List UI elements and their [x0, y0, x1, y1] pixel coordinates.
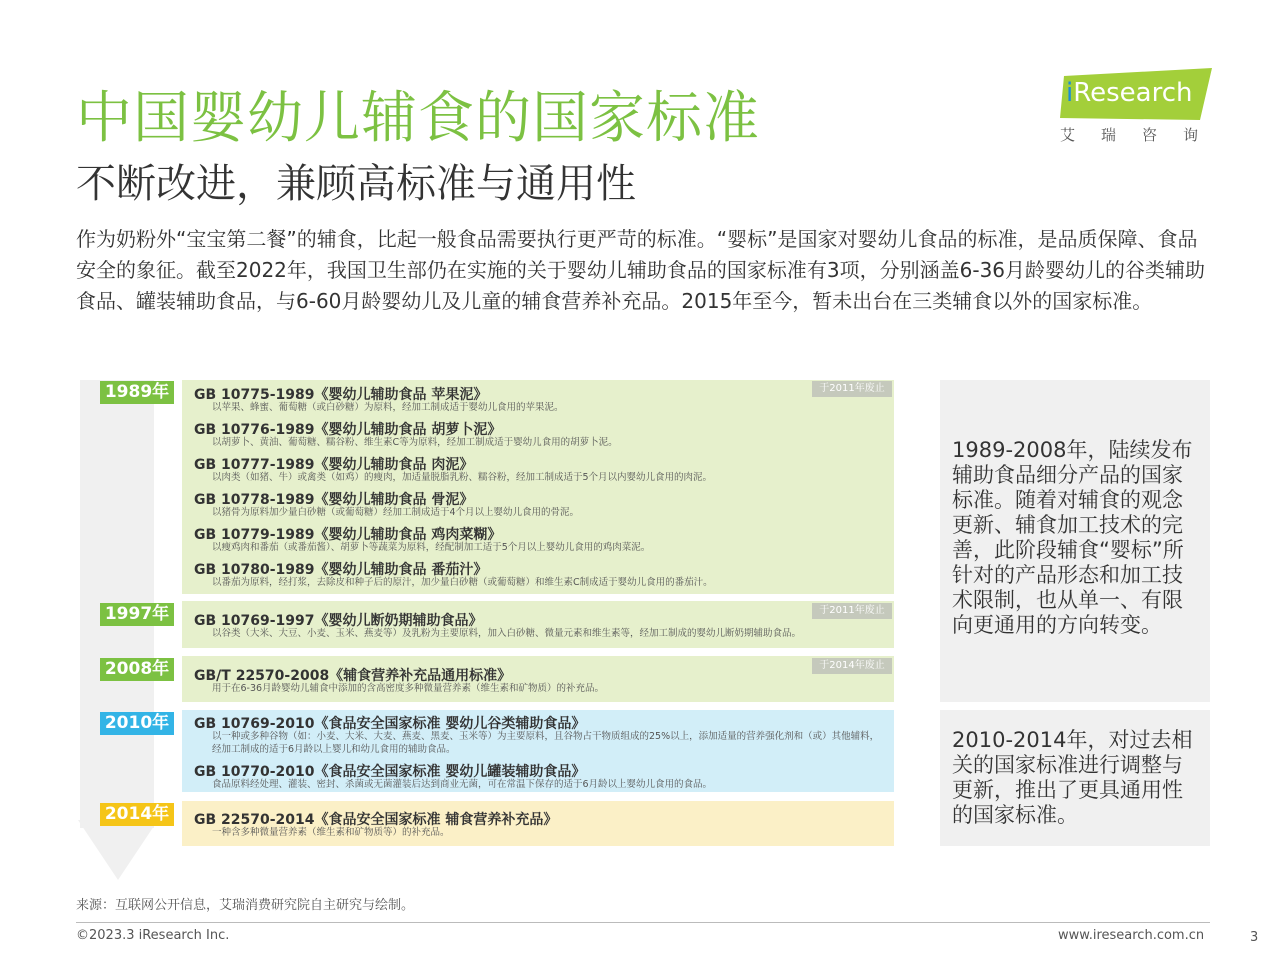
standard-title: GB 10769-2010《食品安全国家标准 婴幼儿谷类辅助食品》	[194, 716, 586, 732]
standard-description: 以猪骨为原料加少量白砂糖（或葡萄糖）经加工制成适于4个月以上婴幼儿食用的骨泥。	[212, 507, 580, 518]
standard-title: GB 10777-1989《婴幼儿辅助食品 肉泥》	[194, 457, 474, 473]
side-note-text: 1989-2008年，陆续发布辅助食品细分产品的国家标准。随着对辅食的观念更新、辅食加工技术的完善，此阶段辅食“婴标”所针对的产品形态和加工技术限制，也从单一、有限向更通用的方向转变。	[952, 438, 1193, 637]
page-number: 3	[1250, 930, 1259, 945]
footer-divider	[76, 922, 1210, 923]
standard-description: 食品原料经处理、灌装、密封、杀菌或无菌灌装后达到商业无菌，可在常温下保存的适于6月龄以上婴幼儿食用的食品。	[212, 779, 713, 790]
page-subtitle: 不断改进，兼顾高标准与通用性	[76, 161, 636, 207]
standard-title: GB 10779-1989《婴幼儿辅助食品 鸡肉菜糊》	[194, 527, 502, 543]
standard-description: 以谷类（大米、大豆、小麦、玉米、燕麦等）及乳粉为主要原料，加入白砂糖、微量元素和维生素等，经加工制成的婴幼儿断奶期辅助食品。	[212, 628, 802, 639]
side-note-text: 2010-2014年，对过去相关的国家标准进行调整与更新，推出了更具通用性的国家标准。	[952, 728, 1193, 827]
standard-description: 用于在6-36月龄婴幼儿辅食中添加的含高密度多种微量营养素（维生素和矿物质）的补充品。	[212, 683, 605, 694]
standard-title: GB/T 22570-2008《辅食营养补充品通用标准》	[194, 668, 512, 684]
page-title: 中国婴幼儿辅食的国家标准	[76, 86, 760, 151]
standard-title: GB 10776-1989《婴幼儿辅助食品 胡萝卜泥》	[194, 422, 502, 438]
year-label-1997: 1997年	[100, 603, 174, 626]
standard-title: GB 10769-1997《婴幼儿断奶期辅助食品》	[194, 613, 483, 629]
standard-title: GB 10770-2010《食品安全国家标准 婴幼儿罐装辅助食品》	[194, 764, 586, 780]
logo-wordmark: iResearch	[1066, 78, 1193, 108]
standard-description: 一种含多种微量营养素（维生素和矿物质等）的补充品。	[212, 827, 450, 838]
year-label-2010: 2010年	[100, 712, 174, 735]
iresearch-logo	[1060, 68, 1225, 148]
standard-title: GB 10780-1989《婴幼儿辅助食品 番茄汁》	[194, 562, 488, 578]
website-link[interactable]: www.iresearch.com.cn	[1058, 928, 1205, 943]
standard-description: 以瘦鸡肉和番茄（或番茄酱）、胡萝卜等蔬菜为原料，经配制加工适于5个月以上婴幼儿食用的鸡肉菜泥。	[212, 542, 651, 553]
abolished-tag: 于2011年废止	[812, 603, 892, 619]
intro-paragraph: 作为奶粉外“宝宝第二餐”的辅食，比起一般食品需要执行更严苛的标准。“婴标”是国家对婴幼儿食品的标准，是品质保障、食品安全的象征。截至2022年，我国卫生部仍在实施的关于婴幼儿辅助食品的国家标准有3项，分别涵盖6-36月龄婴幼儿的谷类辅助食品、罐装辅助食品，与6-60月龄婴幼儿及儿童的辅食营养补充品。2015年至今，暂未出台在三类辅食以外的国家标准。	[76, 227, 1206, 313]
logo-chinese-name: 艾瑞咨询	[1060, 126, 1225, 144]
side-note-box	[940, 380, 1210, 702]
standard-title: GB 22570-2014《食品安全国家标准 辅食营养补充品》	[194, 812, 558, 828]
standard-description: 以苹果、蜂蜜、葡萄糖（或白砂糖）为原料，经加工制成适于婴幼儿食用的苹果泥。	[212, 402, 564, 413]
standard-description: 以番茄为原料，经打浆，去除皮和种子后的原汁，加少量白砂糖（或葡萄糖）和维生素C制成适于婴幼儿食用的番茄汁。	[212, 577, 713, 588]
year-label-2008: 2008年	[100, 658, 174, 681]
standard-title: GB 10778-1989《婴幼儿辅助食品 骨泥》	[194, 492, 474, 508]
standard-description: 以胡萝卜、黄油、葡萄糖、糯谷粉、维生素C等为原料，经加工制成适于婴幼儿食用的胡萝卜泥。	[212, 437, 618, 448]
abolished-tag: 于2014年废止	[812, 658, 892, 674]
abolished-tag: 于2011年废止	[812, 381, 892, 397]
standard-title: GB 10775-1989《婴幼儿辅助食品 苹果泥》	[194, 387, 488, 403]
year-label-2014: 2014年	[100, 803, 174, 826]
copyright: ©2023.3 iResearch Inc.	[76, 928, 230, 943]
standard-description: 以一种或多种谷物（如：小麦、大米、大麦、燕麦、黑麦、玉米等）为主要原料，且谷物占干物质组成的25%以上，添加适量的营养强化剂和（或）其他辅料，经加工制成的适于6月龄以上婴儿和幼儿食用的辅助食品。	[212, 731, 880, 755]
standard-description: 以肉类（如猪、牛）或禽类（如鸡）的瘦肉，加适量脱脂乳粉、糯谷粉，经加工制成适于5个月以内婴幼儿食用的肉泥。	[212, 472, 713, 483]
year-label-1989: 1989年	[100, 381, 174, 404]
side-note-box	[940, 710, 1210, 846]
source-note: 来源：互联网公开信息，艾瑞消费研究院自主研究与绘制。	[76, 898, 415, 913]
